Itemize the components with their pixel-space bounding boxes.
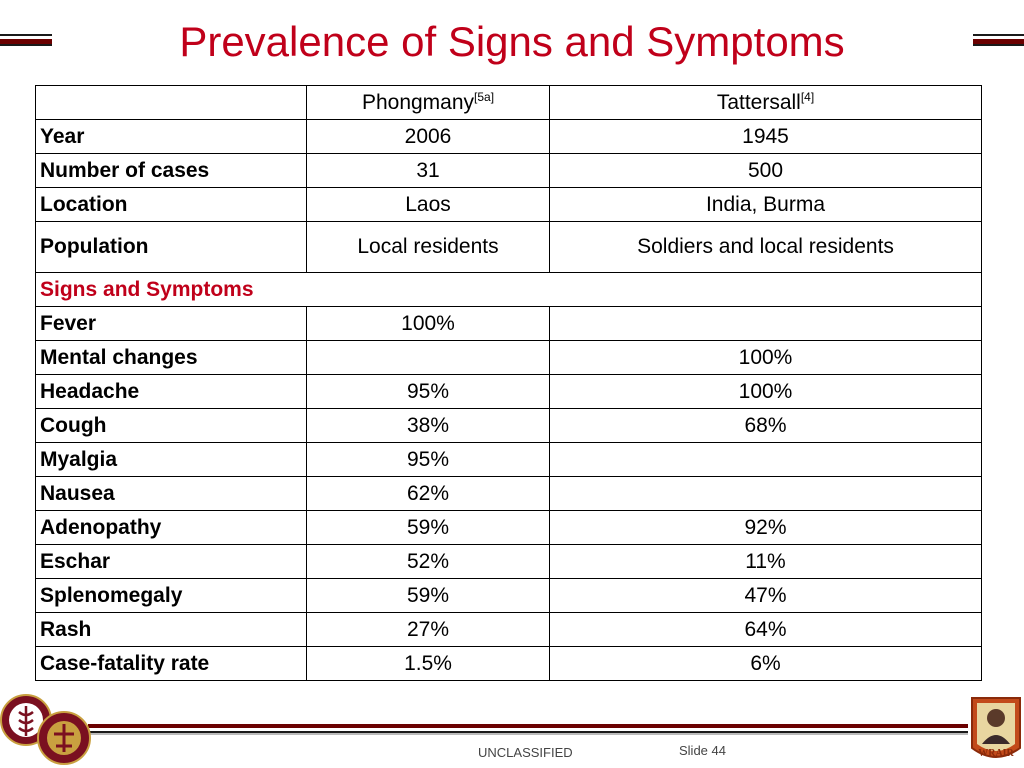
cell-phongmany: 31 xyxy=(307,154,550,188)
wrair-logo-icon xyxy=(968,694,1024,768)
table-row-year xyxy=(36,120,982,154)
slide-title: Prevalence of Signs and Symptoms xyxy=(179,18,845,65)
cell-phongmany: 1.5% xyxy=(307,647,550,681)
cell-phongmany: 59% xyxy=(307,579,550,613)
section-label: Signs and Symptoms xyxy=(36,273,982,307)
cell-phongmany: 27% xyxy=(307,613,550,647)
row-label: Mental changes xyxy=(36,341,307,375)
table-row xyxy=(36,511,982,545)
cell-phongmany: Local residents xyxy=(307,222,550,273)
header-phongmany-ref: [5a] xyxy=(474,89,495,104)
cell-tattersall xyxy=(550,477,982,511)
table-row-population xyxy=(36,222,982,273)
row-label: Splenomegaly xyxy=(36,579,307,613)
row-label: Rash xyxy=(36,613,307,647)
cell-phongmany xyxy=(307,341,550,375)
table-section-row xyxy=(36,273,982,307)
cell-phongmany: 62% xyxy=(307,477,550,511)
row-label: Headache xyxy=(36,375,307,409)
table-row xyxy=(36,409,982,443)
row-label: Cough xyxy=(36,409,307,443)
cell-phongmany: 95% xyxy=(307,375,550,409)
wrair-logo-text: WRAIR xyxy=(978,748,1014,759)
cell-tattersall: 100% xyxy=(550,341,982,375)
table-row-cases xyxy=(36,154,982,188)
footer-divider xyxy=(88,724,968,738)
row-label: Number of cases xyxy=(36,154,307,188)
cell-phongmany: 95% xyxy=(307,443,550,477)
cell-tattersall: Soldiers and local residents xyxy=(550,222,982,273)
header-phongmany-label: Phongmany xyxy=(361,90,475,114)
header-tattersall-label: Tattersall xyxy=(716,90,801,114)
classification-label: UNCLASSIFIED xyxy=(478,745,573,760)
table-row xyxy=(36,613,982,647)
table-row xyxy=(36,307,982,341)
cell-phongmany: 59% xyxy=(307,511,550,545)
prevalence-table xyxy=(35,85,982,681)
header-phongmany xyxy=(307,86,550,120)
row-label: Nausea xyxy=(36,477,307,511)
cell-phongmany: Laos xyxy=(307,188,550,222)
table-row xyxy=(36,443,982,477)
row-label: Case-fatality rate xyxy=(36,647,307,681)
cell-tattersall: 92% xyxy=(550,511,982,545)
header-tattersall-ref: [4] xyxy=(800,89,815,104)
row-label: Adenopathy xyxy=(36,511,307,545)
table-row xyxy=(36,477,982,511)
header-empty-cell xyxy=(36,86,307,120)
row-label: Fever xyxy=(36,307,307,341)
table-row-location xyxy=(36,188,982,222)
table-header-row xyxy=(36,86,982,120)
cell-phongmany: 100% xyxy=(307,307,550,341)
cell-tattersall: 11% xyxy=(550,545,982,579)
cell-tattersall: 100% xyxy=(550,375,982,409)
cell-tattersall: India, Burma xyxy=(550,188,982,222)
table-row xyxy=(36,545,982,579)
cell-tattersall xyxy=(550,443,982,477)
table-row xyxy=(36,375,982,409)
cell-phongmany: 52% xyxy=(307,545,550,579)
row-label: Year xyxy=(36,120,307,154)
cell-tattersall: 68% xyxy=(550,409,982,443)
army-medical-insignia-icon xyxy=(0,690,100,768)
header-tattersall xyxy=(550,86,982,120)
cell-phongmany: 38% xyxy=(307,409,550,443)
cell-tattersall: 1945 xyxy=(550,120,982,154)
row-label: Myalgia xyxy=(36,443,307,477)
cell-tattersall: 47% xyxy=(550,579,982,613)
cell-tattersall: 64% xyxy=(550,613,982,647)
cell-tattersall: 6% xyxy=(550,647,982,681)
table-row xyxy=(36,341,982,375)
cell-phongmany: 2006 xyxy=(307,120,550,154)
table-row xyxy=(36,579,982,613)
cell-tattersall xyxy=(550,307,982,341)
row-label: Population xyxy=(36,222,307,273)
table-row xyxy=(36,647,982,681)
cell-tattersall: 500 xyxy=(550,154,982,188)
slide-number: Slide 44 xyxy=(679,743,726,758)
row-label: Location xyxy=(36,188,307,222)
row-label: Eschar xyxy=(36,545,307,579)
